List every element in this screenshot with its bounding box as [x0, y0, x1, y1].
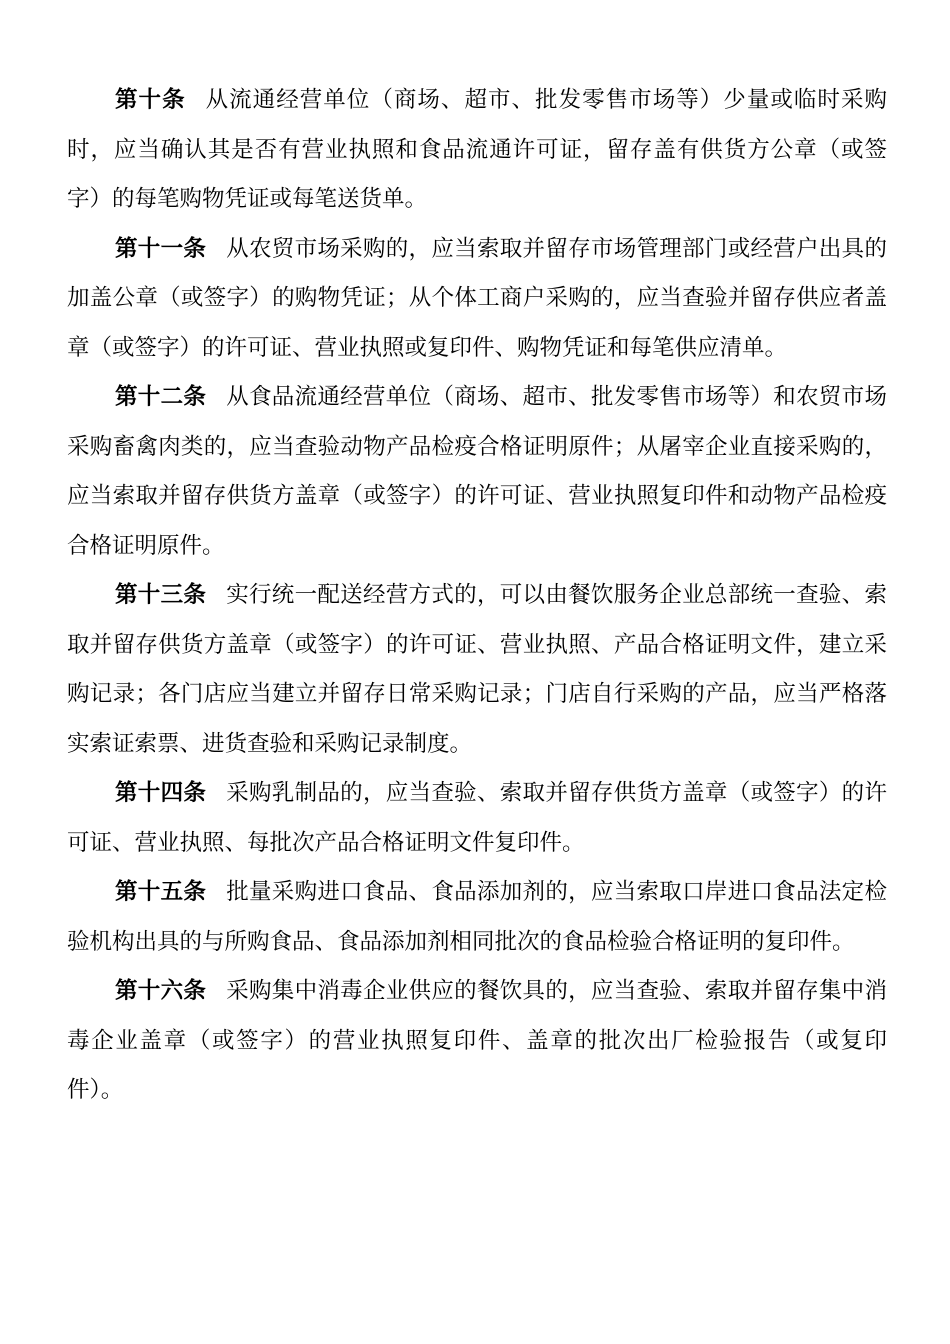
article-title: 第十六条 — [115, 978, 207, 1004]
article-title: 第十四条 — [115, 780, 207, 806]
document-page — [67, 76, 887, 1116]
article-body: 从食品流通经营单位（商场、超市、批发零售市场等）和农贸市场采购畜禽肉类的，应当查验动物产品检疫合格证明原件；从屠宰企业直接采购的，应当索取并留存供货方盖章（或签字）的许可证、营业执照复印件和动物产品检疫合格证明原件。 — [67, 384, 887, 559]
article-body: 采购乳制品的，应当查验、索取并留存供货方盖章（或签字）的许可证、营业执照、每批次产品合格证明文件复印件。 — [67, 780, 887, 856]
article-title: 第十三条 — [115, 582, 207, 608]
article-10 — [67, 76, 887, 225]
article-body: 从农贸市场采购的，应当索取并留存市场管理部门或经营户出具的加盖公章（或签字）的购物凭证；从个体工商户采购的，应当查验并留存供应者盖章（或签字）的许可证、营业执照或复印件、购物凭证和每笔供应清单。 — [67, 235, 887, 361]
article-body: 批量采购进口食品、食品添加剂的，应当索取口岸进口食品法定检验机构出具的与所购食品、食品添加剂相同批次的食品检验合格证明的复印件。 — [67, 879, 887, 955]
article-title: 第十五条 — [115, 879, 207, 905]
article-13 — [67, 571, 887, 769]
article-15 — [67, 868, 887, 967]
article-title: 第十一条 — [115, 235, 207, 262]
article-12 — [67, 373, 887, 571]
article-11 — [67, 225, 887, 374]
article-title: 第十二条 — [115, 384, 207, 410]
article-body: 从流通经营单位（商场、超市、批发零售市场等）少量或临时采购时，应当确认其是否有营业执照和食品流通许可证，留存盖有供货方公章（或签字）的每笔购物凭证或每笔送货单。 — [67, 87, 887, 212]
article-14 — [67, 769, 887, 868]
article-title: 第十条 — [115, 87, 186, 113]
article-body: 实行统一配送经营方式的，可以由餐饮服务企业总部统一查验、索取并留存供货方盖章（或签字）的许可证、营业执照、产品合格证明文件，建立采购记录；各门店应当建立并留存日常采购记录；门店自行采购的产品，应当严格落实索证索票、进货查验和采购记录制度。 — [67, 582, 887, 757]
article-body: 采购集中消毒企业供应的餐饮具的，应当查验、索取并留存集中消毒企业盖章（或签字）的营业执照复印件、盖章的批次出厂检验报告（或复印件）。 — [67, 978, 887, 1103]
article-16 — [67, 967, 887, 1116]
